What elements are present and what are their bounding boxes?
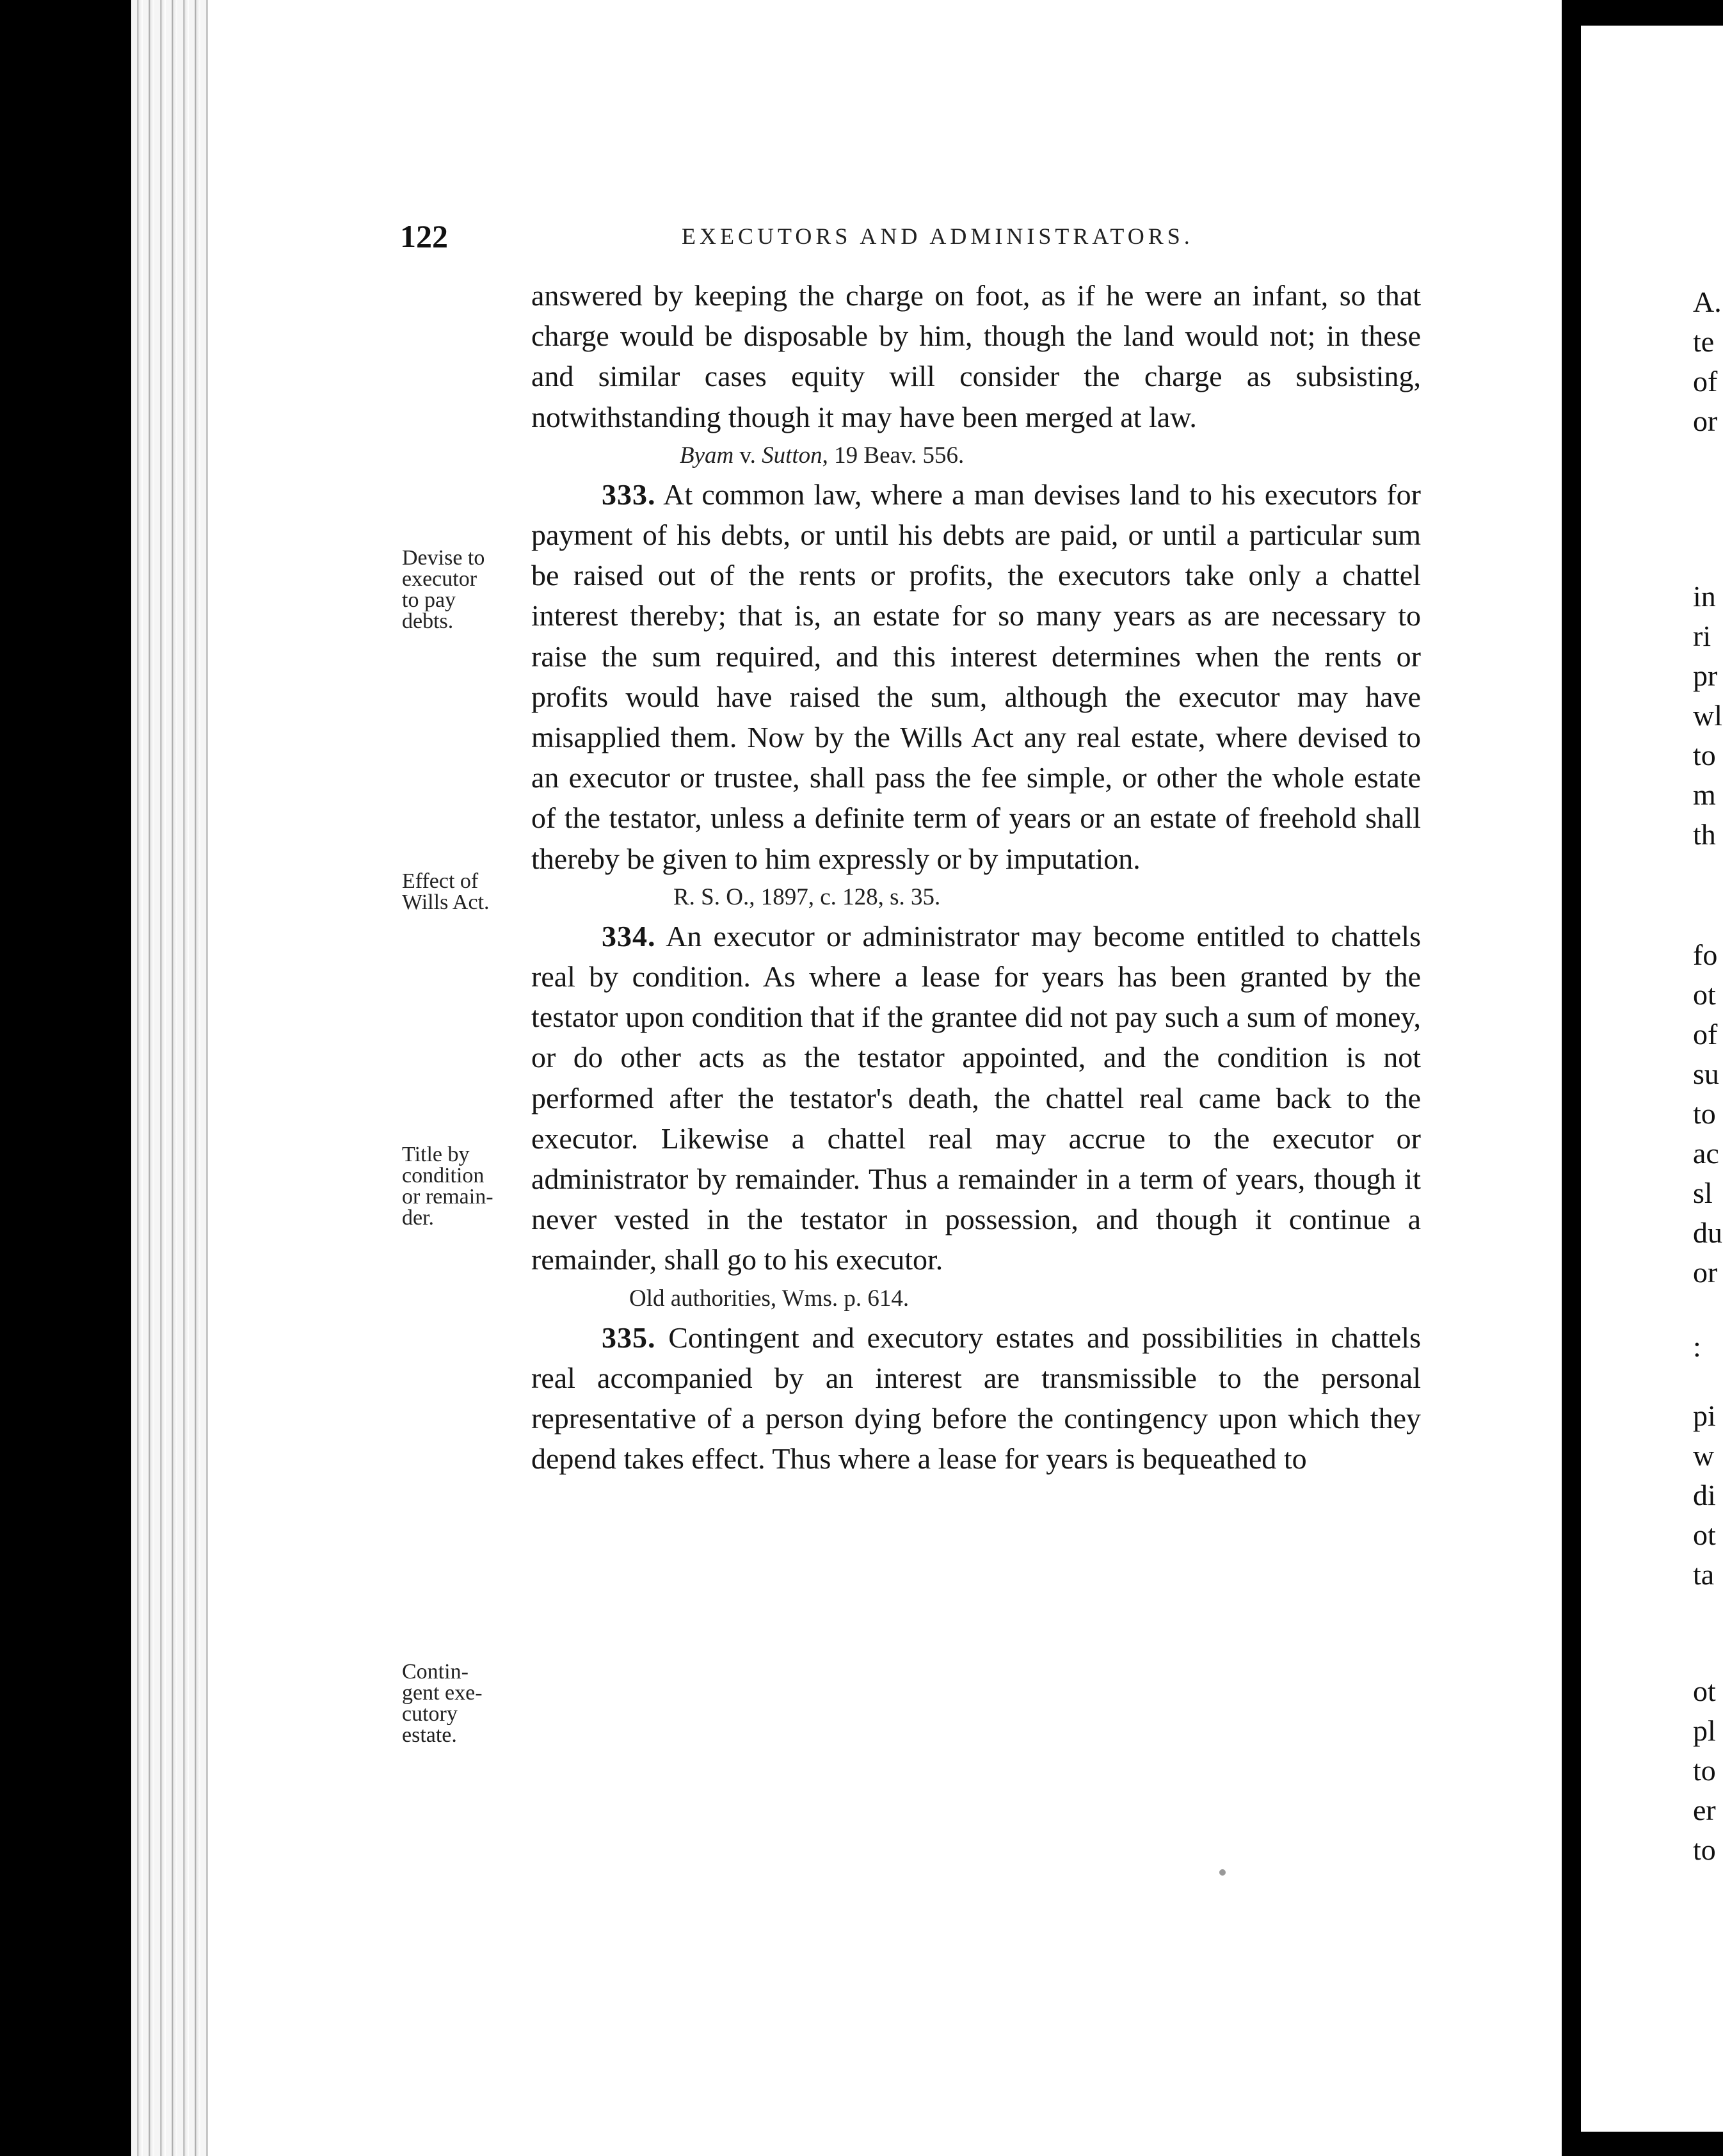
- sidenote-line: executor: [402, 567, 477, 591]
- running-head: [400, 218, 1418, 256]
- facing-page-text: pr: [1693, 659, 1718, 692]
- facing-page-text: pl: [1693, 1714, 1716, 1747]
- facing-page-text: m: [1693, 778, 1716, 811]
- facing-page-text: of: [1693, 1018, 1718, 1050]
- sidenote-line: Devise to: [402, 546, 485, 570]
- section-number: 335.: [602, 1321, 656, 1354]
- statute-citation: R. S. O., 1897, c. 128, s. 35.: [673, 883, 941, 910]
- facing-page-text: of: [1693, 365, 1718, 398]
- body-text: [531, 275, 1421, 1479]
- sidenote-wills-act: [402, 871, 524, 913]
- facing-page-text: to: [1693, 1754, 1716, 1787]
- facing-page-text: du: [1693, 1216, 1722, 1249]
- section-text: An executor or administrator may become entitled to chattels real by condition. As where a lease for years has been granted by the testator upon condition that if the grantee did not pay such a sum of money, or do other acts as the testator appointed, and the condition is not performed after the testator's death, the chattel real came back to the executor. Likewise a chattel real may accrue to the executor or administrator by remainder. Thus a remainder in a term of years, though it never vested in the testator in possession, and though it continue a remainder, shall go to his executor.: [531, 919, 1421, 1276]
- sidenote-devise-to-executor: [402, 547, 524, 632]
- authority-citation: Old authorities, Wms. p. 614.: [629, 1285, 910, 1312]
- facing-page-text: ri: [1693, 620, 1711, 652]
- facing-page-text: wl: [1693, 699, 1722, 732]
- section-text: At common law, where a man devises land to his executors for payment of his debts, or until his debts are paid, or until a particular sum be raised out of the rents or profits, the executors take only a chattel interest thereby; that is, an estate for so many years as are necessary to raise the sum required, and this interest determines when the rents or profits would have raised the sum, although the executor may have misapplied them. Now by the Wills Act any real estate, where devised to an executor or trustee, shall pass the fee simple, or other the whole estate of the testator, unless a definite term of years or an estate of freehold shall thereby be given to him expressly or by imputation.: [531, 478, 1421, 875]
- sidenote-line: or remain-: [402, 1185, 493, 1209]
- sidenote-line: condition: [402, 1164, 485, 1187]
- facing-page-text: or: [1693, 405, 1718, 437]
- facing-page-text: in: [1693, 580, 1716, 613]
- sidenote-title-by-condition: [402, 1144, 524, 1228]
- facing-page-text: to: [1693, 1833, 1716, 1866]
- case-versus: v.: [733, 442, 762, 469]
- continuation-paragraph: answered by keeping the charge on foot, as if he were an infant, so that charge would be disposable by him, though the land would not; in these and similar cases equity will consider the charge as subsisting, notwithstanding though it may have been merged at law.: [531, 279, 1421, 433]
- facing-page-text: ac: [1693, 1137, 1719, 1170]
- facing-page-text: te: [1693, 325, 1715, 358]
- sidenote-line: der.: [402, 1206, 435, 1230]
- running-head-title: EXECUTORS AND ADMINISTRATORS.: [682, 223, 1194, 249]
- page-number: 122: [400, 218, 448, 254]
- sidenote-line: Effect of: [402, 869, 479, 893]
- sidenote-line: Contin-: [402, 1660, 469, 1684]
- section-text: Contingent and executory estates and possibilities in chattels real accompanied by an interest are transmissible to the personal representative of a person dying before the contingency upon which they depend takes effect. Thus where a lease for years is bequeathed to: [531, 1321, 1421, 1476]
- case-reference: , 19 Beav. 556.: [822, 442, 965, 469]
- sidenote-line: cutory: [402, 1702, 458, 1726]
- facing-page-text: w: [1693, 1439, 1715, 1472]
- facing-page-text: A.: [1693, 286, 1722, 318]
- case-name-defendant: Sutton: [762, 442, 822, 469]
- facing-page-text: fo: [1693, 938, 1718, 971]
- facing-page-text: ta: [1693, 1558, 1715, 1591]
- paper-speck: [1219, 1869, 1226, 1876]
- facing-page-text: to: [1693, 739, 1716, 771]
- section-335: [531, 1317, 1421, 1479]
- facing-page-text: to: [1693, 1097, 1716, 1130]
- section-number: 334.: [602, 919, 656, 953]
- sidenote-line: to pay: [402, 588, 456, 612]
- facing-page-text: th: [1693, 818, 1716, 851]
- facing-page-text: ot: [1693, 978, 1716, 1011]
- section-number: 333.: [602, 478, 656, 511]
- sidenote-line: Wills Act.: [402, 890, 490, 914]
- book-gutter: [1562, 0, 1581, 2156]
- sidenote-line: gent exe-: [402, 1681, 483, 1705]
- case-citation: [531, 437, 1421, 474]
- facing-page-text: ot: [1693, 1675, 1716, 1707]
- section-334: [531, 916, 1421, 1280]
- facing-page-text: pi: [1693, 1399, 1716, 1432]
- sidenote-line: debts.: [402, 609, 454, 633]
- facing-page-text: sl: [1693, 1177, 1713, 1209]
- facing-page-text: di: [1693, 1479, 1716, 1511]
- book-page-edges: [131, 0, 208, 2156]
- facing-page-text: or: [1693, 1256, 1718, 1289]
- facing-page-text: su: [1693, 1058, 1719, 1090]
- facing-page-text: ot: [1693, 1518, 1716, 1551]
- case-name-plaintiff: Byam: [680, 442, 734, 469]
- sidenote-contingent-estate: [402, 1661, 524, 1746]
- facing-page-text: :: [1693, 1330, 1701, 1363]
- sidenote-line: estate.: [402, 1723, 457, 1747]
- section-333: [531, 474, 1421, 879]
- facing-page-fragment: [1581, 26, 1723, 2132]
- facing-page-text: er: [1693, 1794, 1716, 1826]
- sidenote-line: Title by: [402, 1143, 470, 1166]
